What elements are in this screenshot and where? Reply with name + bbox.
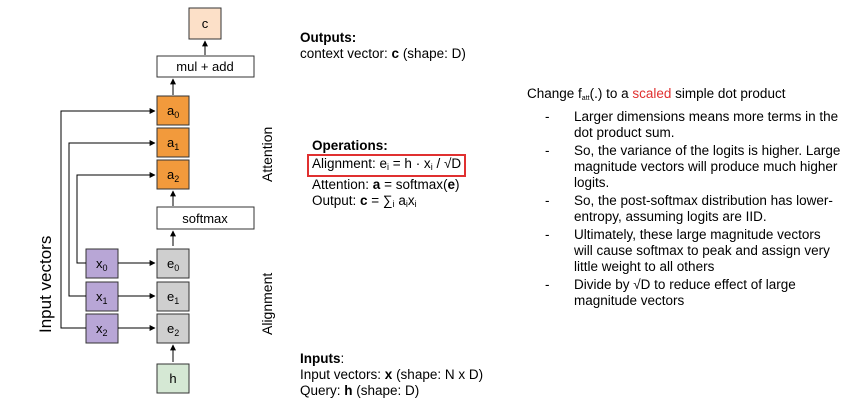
inputs-section bbox=[300, 351, 483, 399]
a1-label: $a_1$ bbox=[167, 135, 180, 152]
outputs-line: context vector: c (shape: D) bbox=[300, 46, 466, 61]
output-c-label: c bbox=[201, 16, 209, 31]
query-h-label: h bbox=[169, 371, 177, 386]
attention-label: Attention bbox=[259, 126, 275, 182]
inputs-heading: Inputs: bbox=[300, 351, 345, 366]
x0-label: $x_0$ bbox=[96, 256, 108, 273]
e2-label: $e_2$ bbox=[167, 321, 180, 338]
alignment-equation: Alignment: $e_i = h \cdot x_i / √D$ bbox=[307, 154, 466, 177]
note-item: - Divide by √D to reduce effect of large magnitude vectors bbox=[545, 277, 796, 308]
note-item: - Ultimately, these large magnitude vectors will cause softmax to peak and assign very little weight to all others bbox=[545, 227, 830, 274]
outputs-heading: Outputs: bbox=[300, 30, 357, 45]
input-vectors-label: Input vectors bbox=[36, 235, 55, 333]
notes-list bbox=[527, 109, 842, 309]
mul-add-label: mul + add bbox=[176, 59, 234, 74]
x2-label: $x_2$ bbox=[96, 321, 108, 338]
scaled-dot-product-notes bbox=[527, 86, 842, 311]
a0-label: $a_0$ bbox=[167, 103, 180, 120]
softmax-label: softmax bbox=[182, 211, 228, 226]
notes-title: Change $f_{att}(.)$ to a scaled simple dot product bbox=[527, 86, 786, 102]
x1-label: $x_1$ bbox=[96, 289, 108, 306]
note-item: - So, the post-softmax distribution has lower-entropy, assuming logits are IID. bbox=[545, 193, 833, 224]
operations-heading: Operations: bbox=[312, 138, 388, 153]
output-equation: Output: $c = \sum_i$ $a_ix_i$ bbox=[312, 193, 417, 209]
attention-equation: Attention: a = softmax(e) bbox=[312, 177, 460, 192]
e1-label: $e_1$ bbox=[167, 289, 180, 306]
e0-label: $e_0$ bbox=[167, 256, 180, 273]
outputs-section bbox=[300, 30, 466, 62]
inputs-line-2: Query: h (shape: D) bbox=[300, 383, 420, 398]
a2-label: $a_2$ bbox=[167, 167, 180, 184]
note-item: - So, the variance of the logits is higher. Large magnitude vectors will produce much higher logits. bbox=[545, 143, 841, 190]
operations-section bbox=[312, 138, 466, 212]
alignment-label: Alignment bbox=[259, 272, 275, 335]
inputs-line-1: Input vectors: x (shape: N x D) bbox=[300, 367, 484, 382]
note-item: - Larger dimensions means more terms in the dot product sum. bbox=[545, 109, 839, 140]
